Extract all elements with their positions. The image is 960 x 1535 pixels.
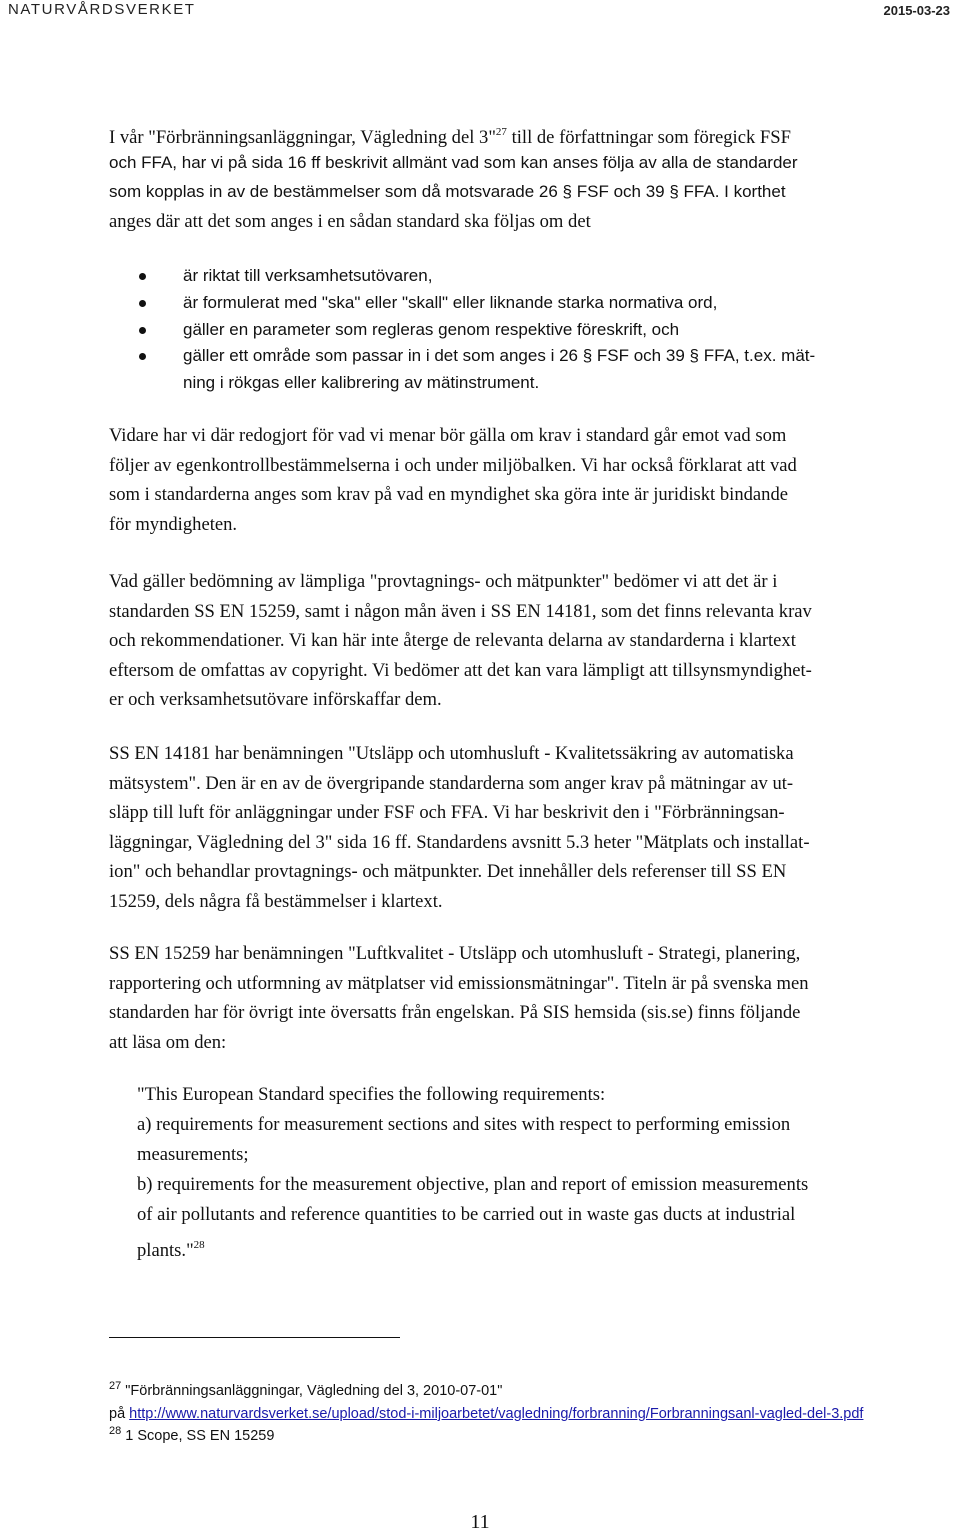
text-line: er och verksamhetsutövare införskaffar dem. [109,689,442,710]
footnote-ref-28[interactable]: 28 [193,1239,205,1251]
text-line: 15259, dels några få bestämmelser i klartext. [109,890,443,912]
text-line: standarden SS EN 15259, samt i någon mån även i SS EN 14181, som det finns relevanta krav [109,600,812,622]
text-line: följer av egenkontrollbestämmelserna i och under miljöbalken. Vi har också förklarat att vad [109,454,797,476]
text-line: I vår "Förbränningsanläggningar, Vägledning del 3"$^{27}$ till de författningar som föregick FSF [109,126,791,148]
text-line: att läsa om den: [109,1031,227,1053]
list-item-continuation: ning i rökgas eller kalibrering av mätinstrument. [183,373,540,393]
section-sign: § [689,346,699,366]
text-line: som i standarderna anges som krav på vad en myndighet ska göra inte är juridiskt bindande [109,484,789,505]
text-line: ion" och behandlar provtagnings- och mätpunkter. Det innehåller dels referenser till SS EN [109,861,787,882]
list-item: gäller ett område som passar in i det som anges i 26 § FSF och 39 § FFA, t.ex. mät- [139,343,939,370]
footnote-28: $^{28}$ 1 Scope, SS EN 15259 [109,1425,275,1444]
criteria-list [139,263,939,397]
page-number: 11 [470,1511,490,1533]
text-line: Vidare har vi där redogjort för vad vi menar bör gälla om krav i standard går emot vad som [109,425,787,446]
text-line: för myndigheten. [109,513,238,535]
text-line: som kopplas in av de bestämmelser som då motsvarade 26 § FSF och 39 § FFA. I korthet [109,182,786,201]
section-sign: § [582,346,593,366]
text-line: släpp till luft för anläggningar under FSF och FFA. Vi har beskrivit den i "Förbränningsan- [109,802,785,823]
text-line: "This European Standard specifies the following requirements: [137,1084,606,1105]
text-line: standarden har för övrigt inte översatts från engelskan. På SIS hemsida (sis.se) finns följande [109,1002,801,1023]
text-line: rapportering och utformning av mätplatser vid emissionsmätningar". Titeln är på svenska men [109,972,809,994]
text-line: och FFA, har vi på sida 16 ff beskrivit allmänt vad som kan anses följa av alla de standarder [109,152,798,172]
bullet-icon [139,300,146,307]
text-line: läggningar, Vägledning del 3" sida 16 ff. Standardens avsnitt 5.3 heter "Mätplats och installat- [109,831,810,853]
paragraph-ss-en-14181 [109,739,929,916]
footnote-27-link[interactable]: http://www.naturvardsverket.se/upload/stod-i-miljoarbetet/vagledning/forbranning/Forbranningsanl-vagled-del-3.pdf [129,1406,864,1422]
text-line: eftersom de omfattas av copyright. Vi bedömer att det kan vara lämpligt att tillsynsmyndighet- [109,659,812,681]
bullet-icon [139,327,146,334]
section-sign: § [562,182,573,201]
text-line: plants."$^{28}$ [137,1239,205,1261]
text-line: och rekommendationer. Vi kan här inte återge de relevanta delarna av standarderna i klartext [109,630,796,651]
bullet-icon [139,273,146,280]
paragraph-ss-en-15259 [109,939,929,1057]
text-line: a) requirements for measurement sections and sites with respect to performing emission [137,1114,791,1135]
text-line: Vad gäller bedömning av lämpliga "provtagnings- och mätpunkter" bedömer vi att det är i [109,571,778,592]
text-line: SS EN 15259 har benämningen "Luftkvalitet - Utsläpp och utomhusluft - Strategi, planering, [109,943,801,964]
paragraph-vidare [109,421,929,539]
paragraph-intro [109,118,929,236]
footnote-27: $^{27}$ "Förbränningsanläggningar, Vägledning del 3, 2010-07-01" [109,1380,503,1399]
list-item: är formulerat med "ska" eller "skall" eller liknande starka normativa ord, [139,290,939,317]
text-line: b) requirements for the measurement objective, plan and report of emission measurements [137,1174,809,1195]
footnote-27-link-line: på http://www.naturvardsverket.se/upload/stod-i-miljoarbetet/vagledning/forbranning/Forbranningsanl-vagled-del-3.pdf [109,1406,864,1422]
footnote-separator [109,1337,400,1338]
footnote-ref-27[interactable]: 27 [495,126,507,138]
section-sign: § [669,182,679,201]
text-line: anges där att det som anges i en sådan standard ska följas om det [109,210,591,232]
header-organization: NATURVÅRDSVERKET [8,1,196,18]
standard-quote [137,1080,937,1260]
text-line: measurements; [137,1144,249,1165]
list-item: är riktat till verksamhetsutövaren, [139,263,939,290]
bullet-icon [139,353,146,360]
text-line: mätsystem". Den är en av de övergripande standarderna som anger krav på mätningar av ut- [109,772,794,794]
text-line: of air pollutants and reference quantities to be carried out in waste gas ducts at industrial [137,1204,796,1225]
header-date: 2015-03-23 [883,3,950,18]
list-item: gäller en parameter som regleras genom respektive föreskrift, och [139,317,939,344]
paragraph-bedomning [109,567,929,715]
text-line: SS EN 14181 har benämningen "Utsläpp och utomhusluft - Kvalitetssäkring av automatiska [109,743,794,764]
